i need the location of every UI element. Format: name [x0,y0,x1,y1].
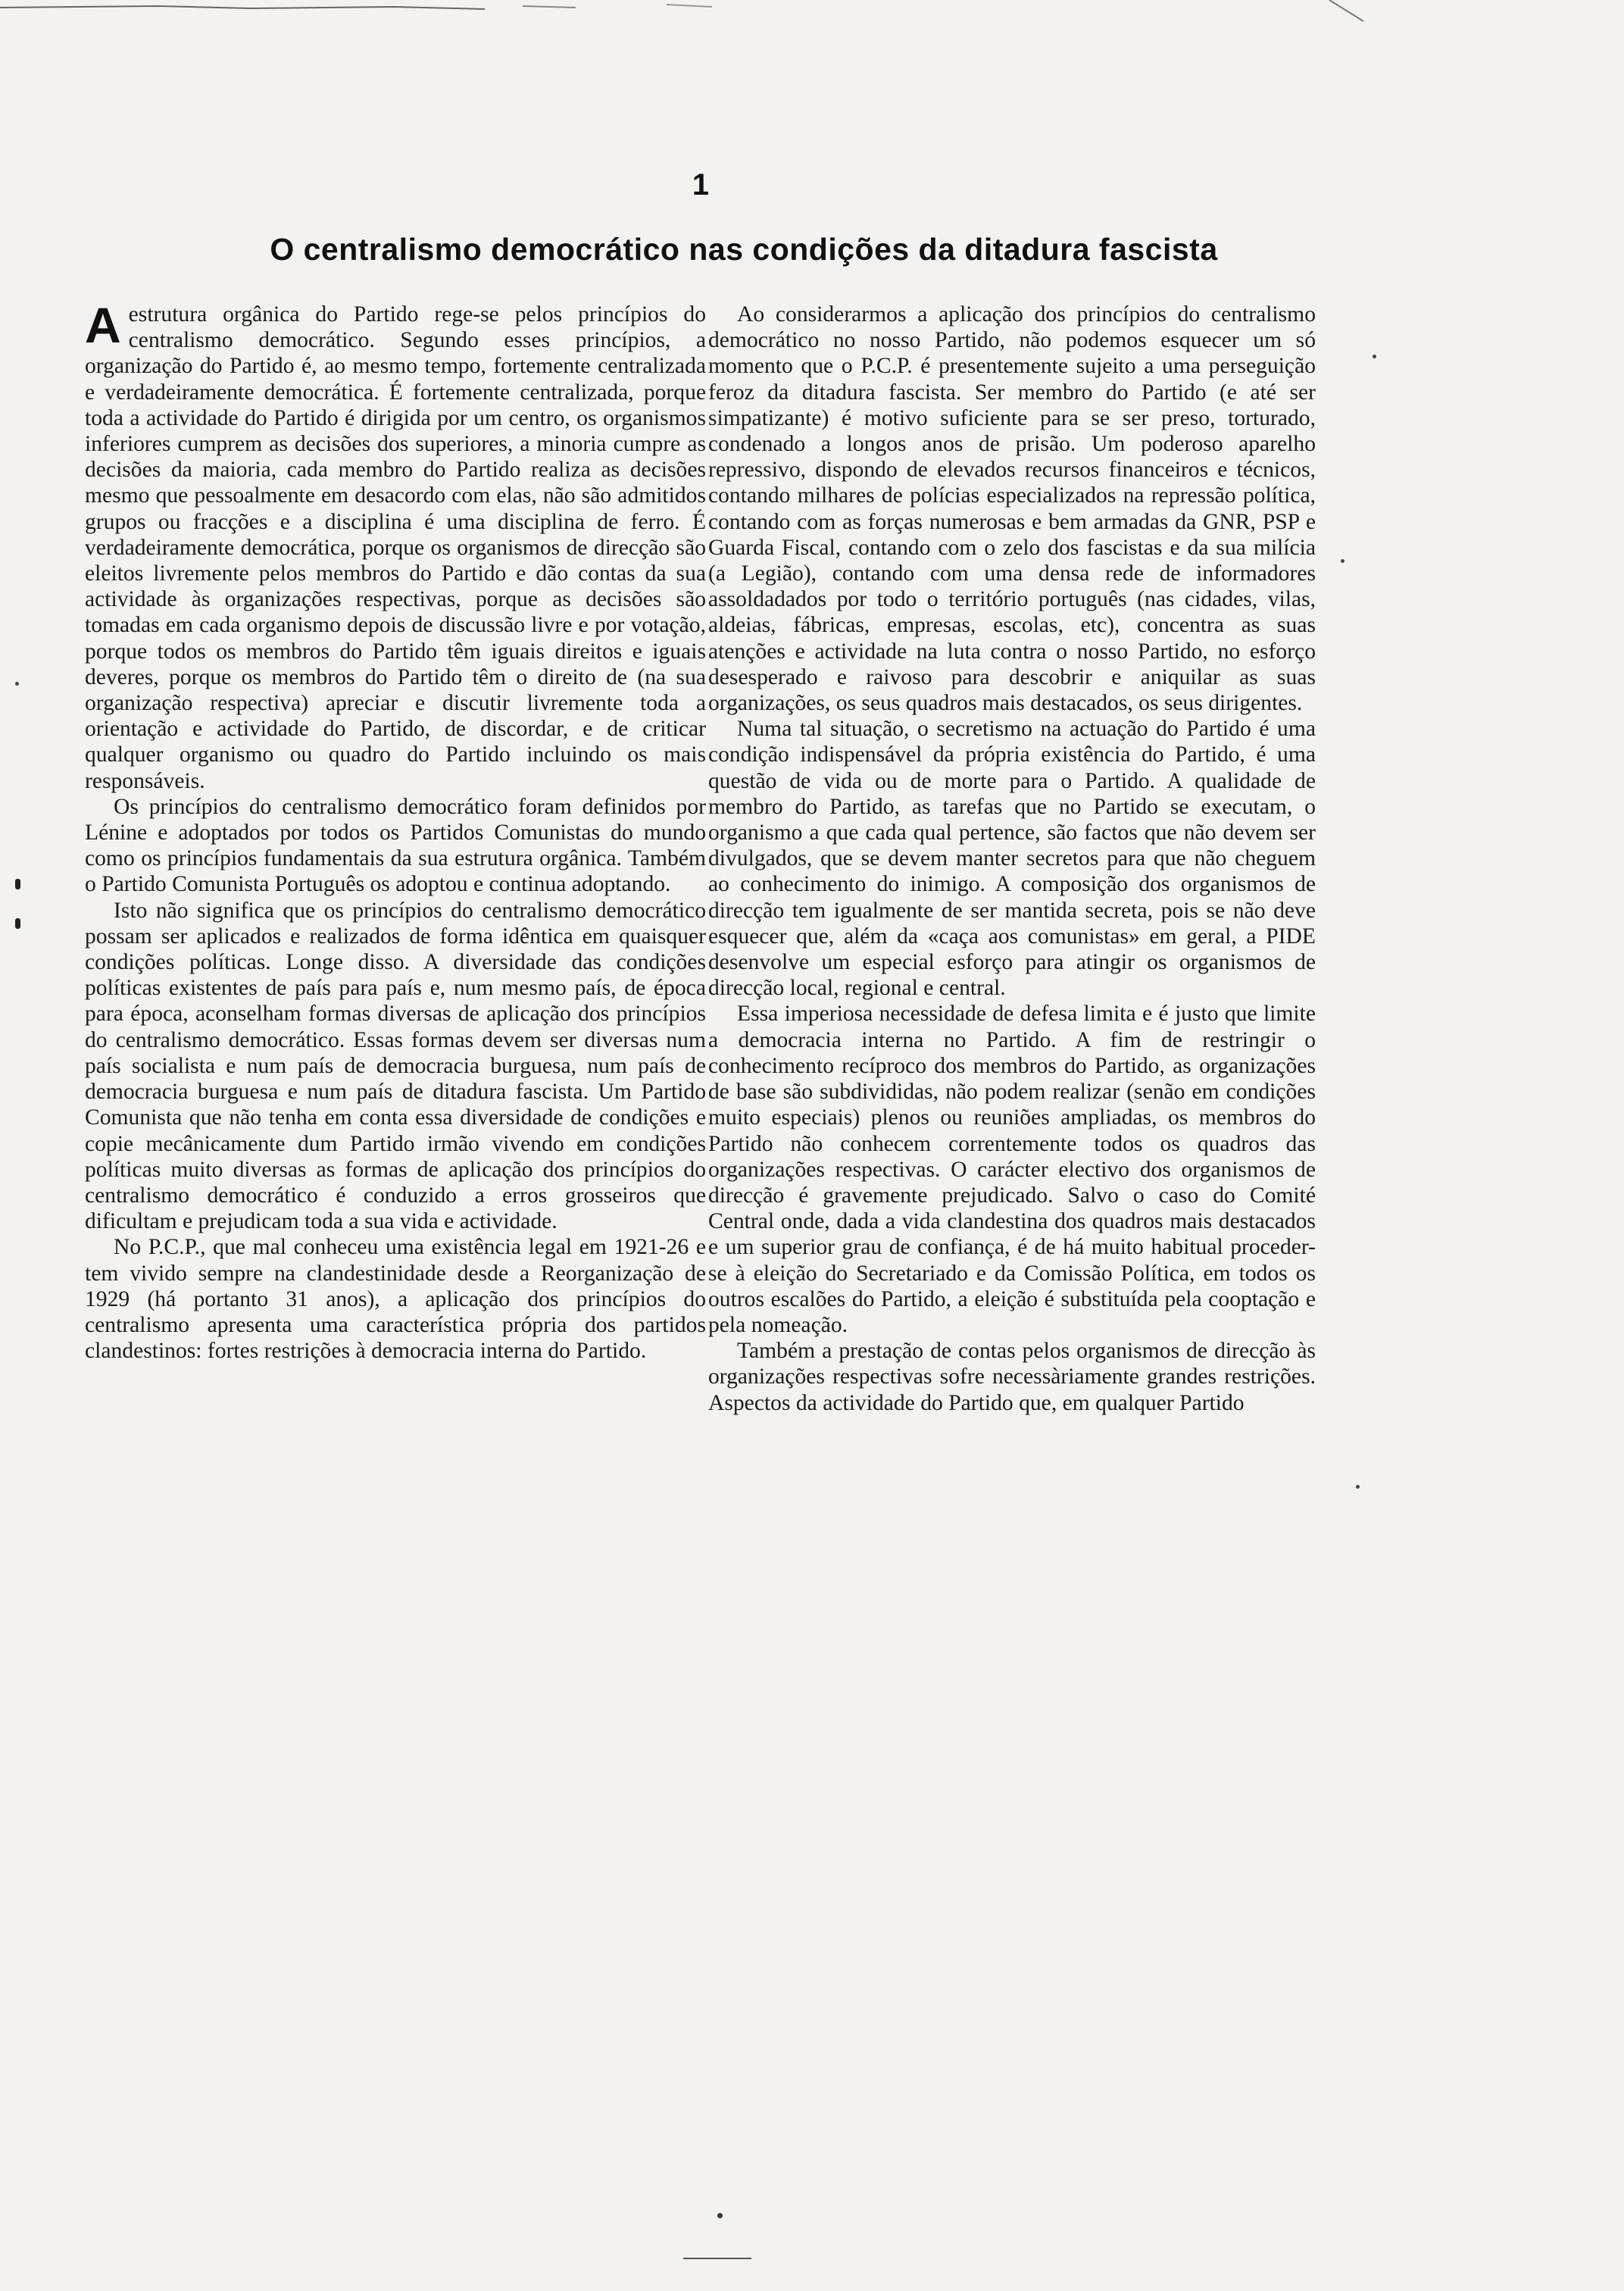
left-column [85,297,706,1364]
ink-speck [1373,355,1376,358]
paragraph: Ao considerarmos a aplicação dos princípios do centralismo democrático no nosso Partido, não podemos esquecer um só momento que o P.C.P. é presentemente sujeito a uma perseguição feroz da ditadura fascista. Ser membro do Partido (e até ser simpatizante) é motivo suficiente para se ser preso, torturado, condenado a longos anos de prisão. Um poderoso aparelho repressivo, dispondo de elevados recursos financeiros e técnicos, contando milhares de polícias especializados na repressão política, contando com as forças numerosas e bem armadas da GNR, PSP e Guarda Fiscal, contando com o zelo dos fascistas e da sua milícia (a Legião), contando com uma densa rede de informadores assoldadados por todo o território português (nas cidades, vilas, aldeias, fábricas, empresas, escolas, etc), concentra as suas atenções e actividade na luta contra o nosso Partido, no esforço desesperado e raivoso para descobrir e aniquilar as suas organizações, os seus quadros mais destacados, os seus dirigentes. [708,302,1316,716]
scan-edge-marks [0,0,1624,23]
footer-rule [683,2258,751,2259]
paragraph: Numa tal situação, o secretismo na actuação do Partido é uma condição indispensável da própria existência do Partido, é uma questão de vida ou de morte para o Partido. A qualidade de membro do Partido, as tarefas que no Partido se executam, o organismo a que cada qual pertence, são factos que não devem ser divulgados, que se devem manter secretos para que não cheguem ao conhecimento do inimigo. A composição dos organismos de direcção tem igualmente de ser mantida secreta, pois se não deve esquecer que, além da «caça aos comunistas» em geral, a PIDE desenvolve um especial esforço para atingir os organismos de direcção local, regional e central. [708,717,1316,1001]
ink-speck [1341,559,1344,563]
page-title: O centralismo democrático nas condições da ditadura fascista [270,232,1218,267]
ink-mark [15,879,20,889]
paragraph-text: estrutura orgânica do Partido rege-se pelos princípios do centralismo democrático. Segundo esses princípios, a organização do Partido é, ao mesmo tempo, fortemente centralizada e verdadeiramente democrática. É fortemente centralizada, porque toda a actividade do Partido é dirigida por um centro, os organismos inferiores cumprem as decisões dos superiores, a minoria cumpre as decisões da maioria, cada membro do Partido realiza as decisões mesmo que pessoalmente em desacordo com elas, não são admitidos grupos ou fracções e a disciplina é uma disciplina de ferro. É verdadeiramente democrática, porque os organismos de direcção são eleitos livremente pelos membros do Partido e dão contas da sua actividade às organizações respectivas, porque as decisões são tomadas em cada organismo depois de discussão livre e por votação, porque todos os membros do Partido têm iguais direitos e iguais deveres, porque os membros do Partido têm o direito de (na sua organização respectiva) apreciar e discutir livremente toda a orientação e actividade do Partido, de discordar, e de criticar qualquer organismo ou quadro do Partido incluindo os mais responsáveis. [85,302,706,793]
ink-speck [1356,1485,1360,1489]
ink-mark [15,918,20,929]
paragraph: Os princípios do centralismo democrático foram definidos por Lénine e adoptados por todos os Partidos Comunistas do mundo como os princípios fundamentais da sua estrutura orgânica. Também o Partido Comunista Português os adoptou e continua adoptando. [85,794,706,897]
paragraph [85,297,706,794]
paragraph: No P.C.P., que mal conheceu uma existência legal em 1921-26 e tem vivido sempre na clandestinidade desde a Reorganização de 1929 (há portanto 31 anos), a aplicação dos princípios do centralismo apresenta uma característica própria dos partidos clandestinos: fortes restrições à democracia interna do Partido. [85,1235,706,1364]
paragraph: Também a prestação de contas pelos organismos de direcção às organizações respectivas sofre necessàriamente grandes restrições. Aspectos da actividade do Partido que, em qualquer Partido [708,1339,1316,1415]
right-column [708,302,1316,1416]
footer-dot [717,2213,723,2218]
paragraph: Essa imperiosa necessidade de defesa limita e é justo que limite a democracia interna no Partido. A fim de restringir o conhecimento recíproco dos membros do Partido, as organizações de base são subdivididas, não podem realizar (senão em condições muito especiais) plenos ou reuniões ampliadas, os membros do Partido não conhecem correntemente todos os quadros das organizações respectivas. O carácter electivo dos organismos de direcção é gravemente prejudicado. Salvo o caso do Comité Central onde, dada a vida clandestina dos quadros mais destacados e um superior grau de confiança, é de há muito habitual proceder-se à eleição do Secretariado e da Comissão Política, em todos os outros escalões do Partido, a eleição é substituída pela cooptação e pela nomeação. [708,1002,1316,1337]
drop-cap: A [85,297,121,353]
page-number: 1 [692,168,710,202]
margin-marks [14,879,24,939]
paragraph: Isto não significa que os princípios do centralismo democrático possam ser aplicados e realizados de forma idêntica em quaisquer condições políticas. Longe disso. A diversidade das condições políticas existentes de país para país e, num mesmo país, de época para época, aconselham formas diversas de aplicação dos princípios do centralismo democrático. Essas formas devem ser diversas num país socialista e num país de democracia burguesa, num país de democracia burguesa e num país de ditadura fascista. Um Partido Comunista que não tenha em conta essa diversidade de condições e copie mecânicamente dum Partido irmão vivendo em condições políticas muito diversas as formas de aplicação dos princípios do centralismo democrático é conduzido a erros grosseiros que dificultam e prejudicam toda a sua vida e actividade. [85,898,706,1234]
ink-speck [15,682,19,686]
